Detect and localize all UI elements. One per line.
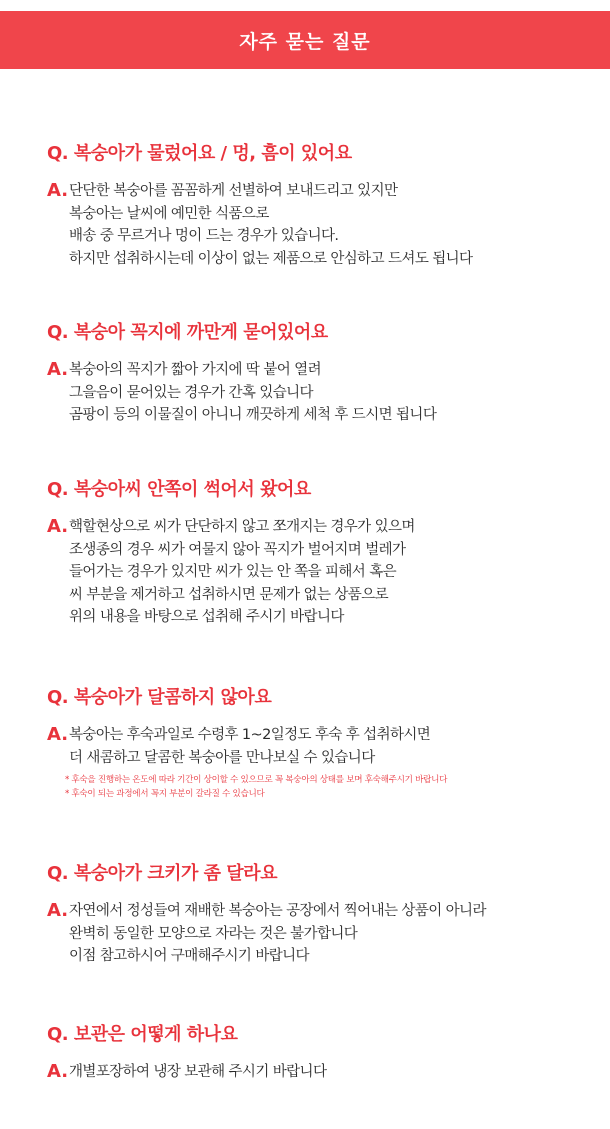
answer-line: 씨 부분을 제거하고 섭취하시면 문제가 없는 상품으로 — [69, 586, 389, 603]
answer-line: 위의 내용을 바탕으로 섭취해 주시기 바랍니다 — [69, 609, 344, 625]
faq-question: Q. 복숭아 꼭지에 까만게 묻어있어요 — [47, 322, 328, 343]
page-title: 자주 묻는 질문 — [239, 30, 371, 53]
faq-question: Q. 복숭아가 물렀어요 / 멍, 흠이 있어요 — [47, 143, 352, 164]
answer-notes — [47, 773, 607, 801]
faq-item — [47, 683, 607, 801]
answer-line: 조생종의 경우 씨가 여물지 않아 꼭지가 벌어지며 벌레가 — [69, 541, 406, 558]
faq-answer — [47, 724, 607, 769]
faq-answer — [47, 1061, 607, 1084]
footnote: * 후숙을 진행하는 온도에 따라 기간이 상이할 수 있으므로 꼭 복숭아의 상태를 보며 후숙해주시기 바랍니다 — [65, 775, 448, 785]
answer-mark: A. — [47, 724, 69, 745]
faq-question: Q. 보관은 어떻게 하나요 — [47, 1024, 238, 1045]
faq-question: Q. 복숭아씨 안쪽이 썩어서 왔어요 — [47, 479, 311, 500]
answer-line: 곰팡이 등의 이물질이 아니니 깨끗하게 세척 후 드시면 됩니다 — [69, 407, 437, 423]
answer-line: 단단한 복숭아를 꼼꼼하게 선별하여 보내드리고 있지만 — [69, 183, 398, 199]
answer-line: 배송 중 무르거나 멍이 드는 경우가 있습니다. — [69, 228, 339, 244]
answer-mark: A. — [47, 516, 69, 537]
footnote: * 후숙이 되는 과정에서 꼭지 부분이 갈라질 수 있습니다 — [65, 789, 265, 799]
faq-answer — [47, 359, 607, 427]
answer-mark: A. — [47, 900, 69, 921]
answer-mark: A. — [47, 359, 69, 380]
answer-line: 이점 참고하시어 구매해주시기 바랍니다 — [69, 948, 309, 964]
faq-question: Q. 복숭아가 달콤하지 않아요 — [47, 687, 272, 708]
answer-mark: A. — [47, 180, 69, 201]
answer-line: 복숭아는 후숙과일로 수령후 1~2일정도 후숙 후 섭취하시면 — [69, 727, 431, 743]
answer-line: 복숭아는 날씨에 예민한 식품으로 — [69, 205, 269, 222]
faq-item — [47, 318, 607, 427]
faq-answer — [47, 180, 607, 270]
answer-line: 복숭아의 꼭지가 짧아 가지에 딱 붙어 열려 — [69, 362, 321, 378]
faq-item — [47, 139, 607, 270]
answer-line: 그을음이 묻어있는 경우가 간혹 있습니다 — [69, 384, 313, 401]
faq-item — [47, 859, 607, 968]
faq-question: Q. 복숭아가 크키가 좀 달라요 — [47, 863, 277, 884]
answer-line: 들어가는 경우가 있지만 씨가 있는 안 쪽을 피해서 혹은 — [69, 564, 397, 580]
answer-line: 완벽히 동일한 모양으로 자라는 것은 불가합니다 — [69, 925, 358, 942]
answer-line: 개별포장하여 냉장 보관해 주시기 바랍니다 — [69, 1064, 327, 1080]
answer-line: 핵할현상으로 씨가 단단하지 않고 쪼개지는 경우가 있으며 — [69, 519, 415, 535]
faq-header-bar — [0, 11, 610, 69]
faq-item — [47, 1020, 607, 1084]
faq-item — [47, 475, 607, 629]
answer-mark: A. — [47, 1061, 69, 1082]
faq-answer — [47, 900, 607, 968]
faq-answer — [47, 516, 607, 629]
answer-line: 더 새콤하고 달콤한 복숭아를 만나보실 수 있습니다 — [69, 749, 375, 766]
answer-line: 자연에서 정성들여 재배한 복숭아는 공장에서 찍어내는 상품이 아니라 — [69, 903, 486, 919]
answer-line: 하지만 섭취하시는데 이상이 없는 제품으로 안심하고 드셔도 됩니다 — [69, 250, 473, 267]
